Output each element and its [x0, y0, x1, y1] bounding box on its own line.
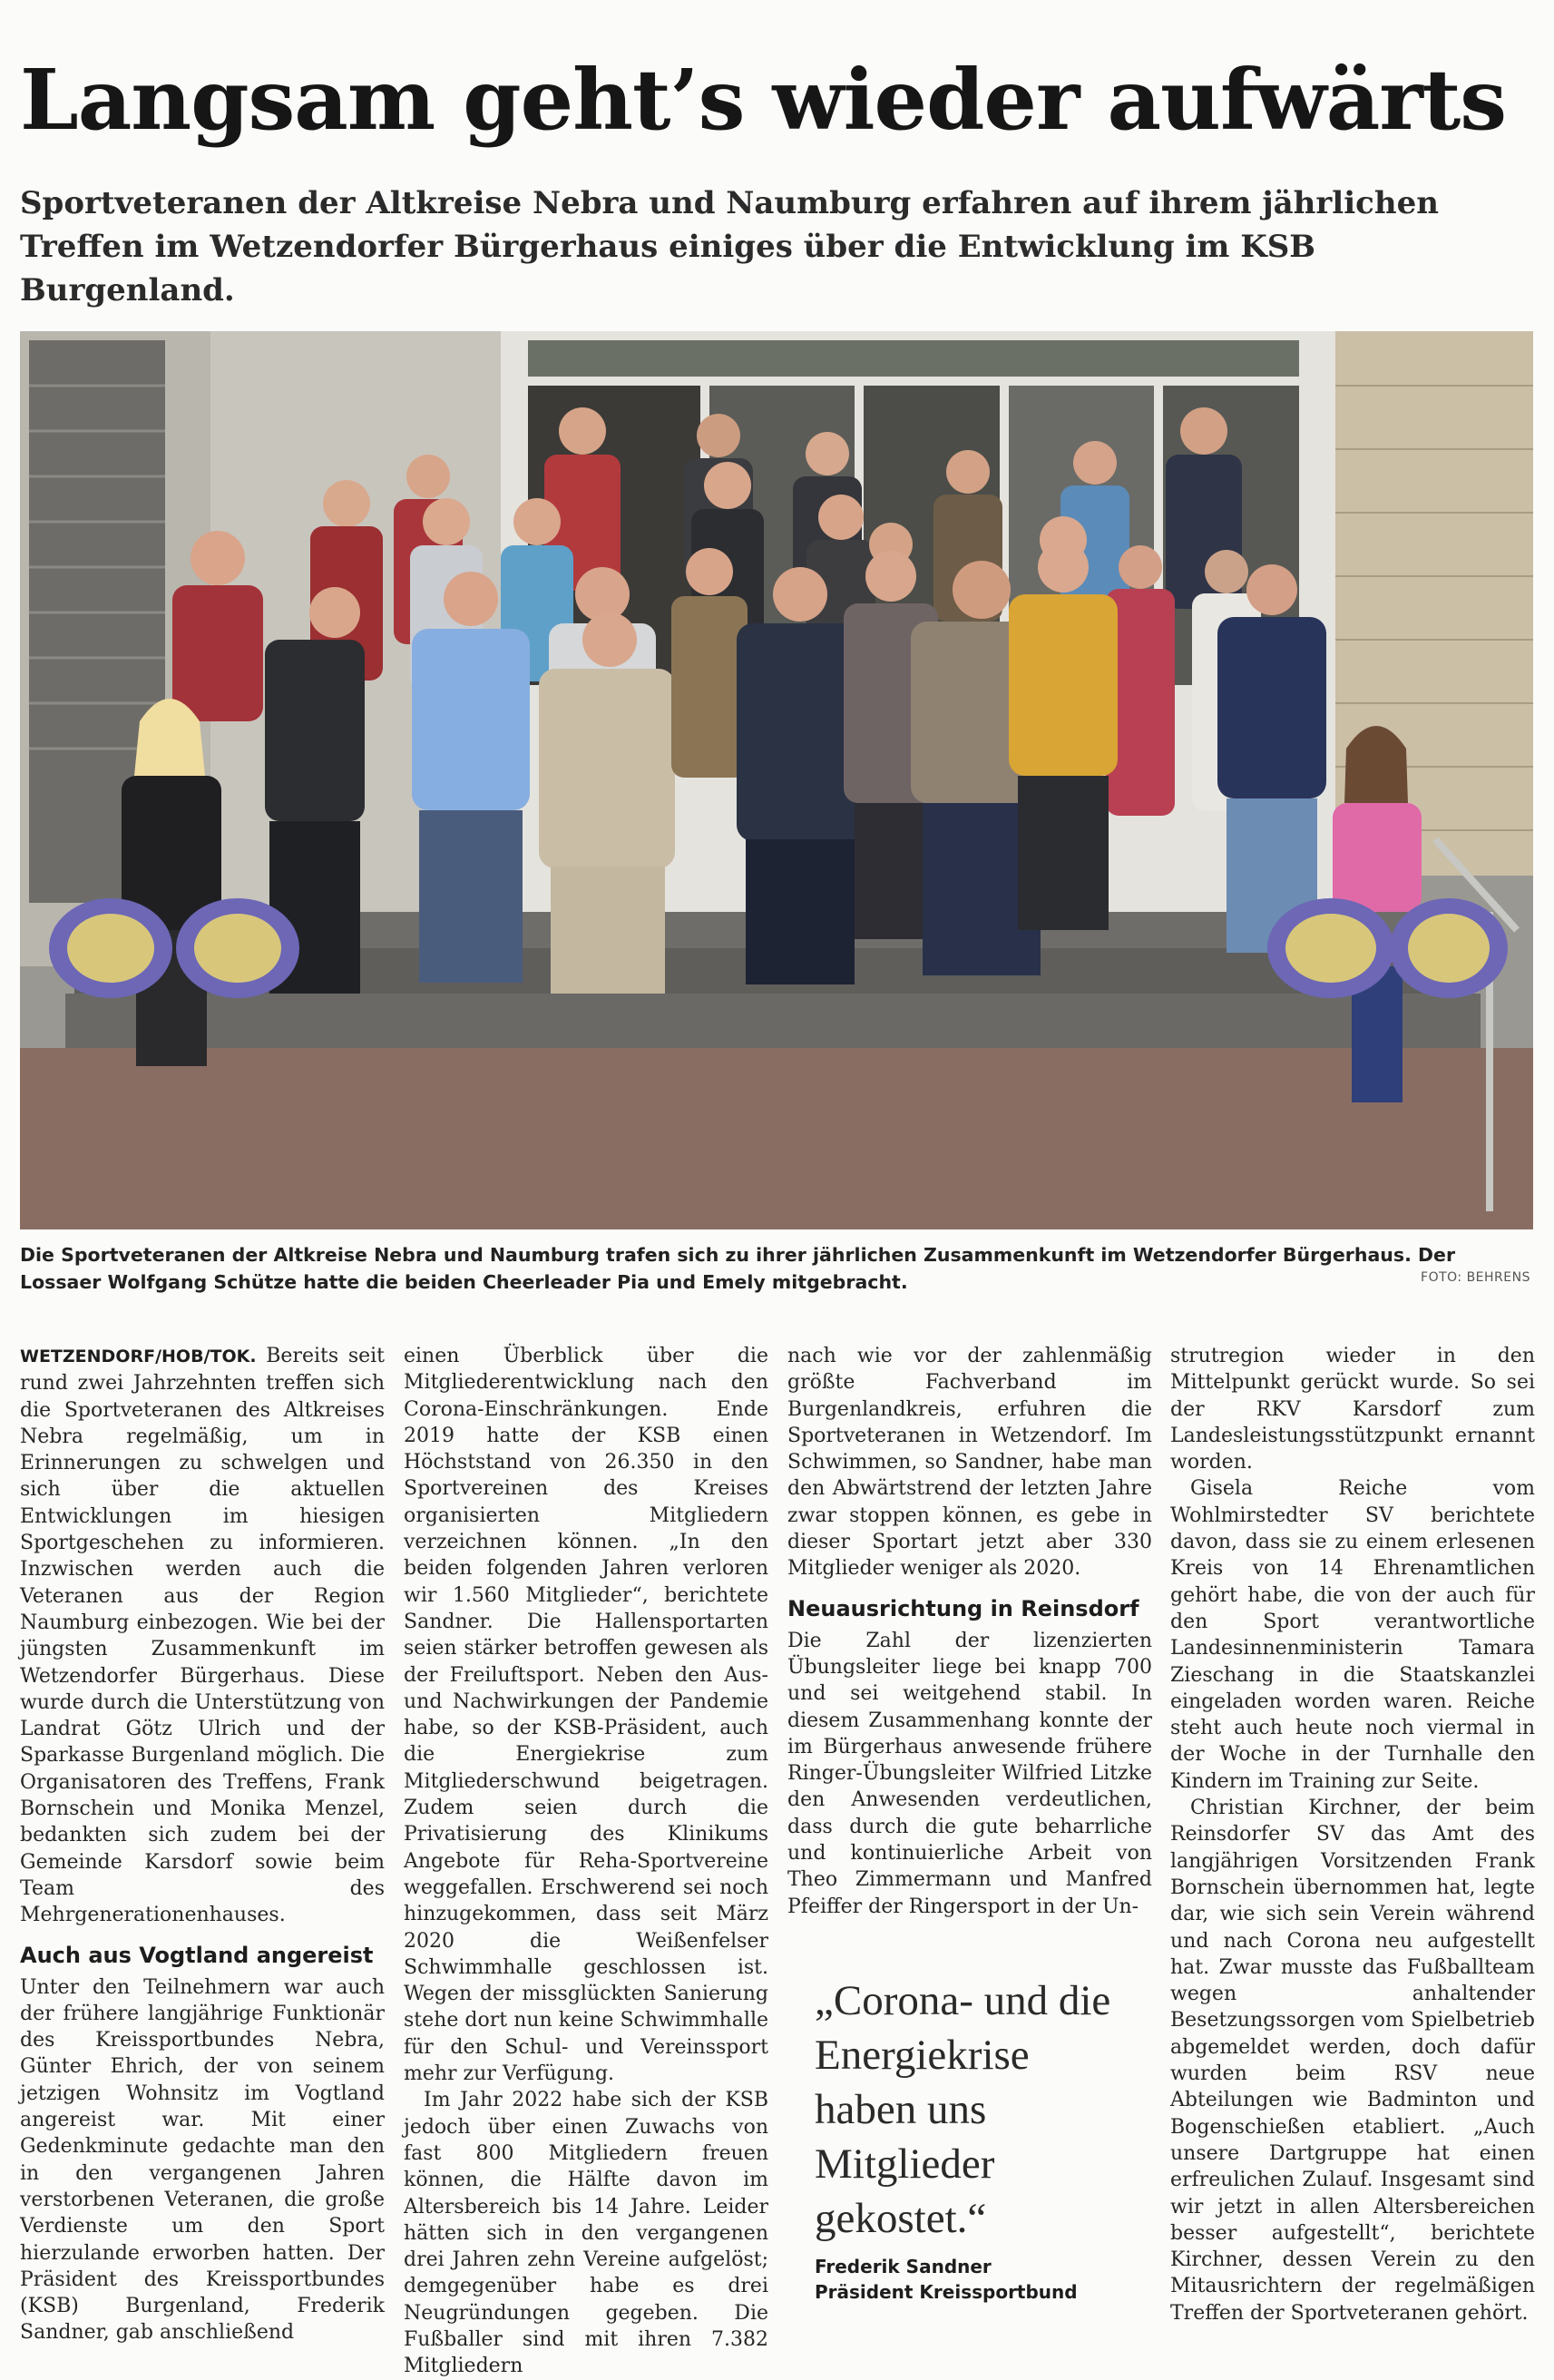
pull-quote: „Corona- und die Energiekrise haben uns Mitglieder gekostet.“ — [815, 1977, 1111, 2242]
photo-credit: FOTO: BEHRENS — [1421, 1270, 1530, 1285]
dateline: WETZENDORF/HOB/TOK. — [20, 1347, 257, 1366]
paragraph: Unter den Teilnehmern war auch der frühere langjährige Funktionär des Kreissportbundes Nebra, Günter Ehrich, der von seinem jetzigen Wohnsitz im Vogtland angereist war. Mit einer Gedenkminute gedachte man den in den vergangenen Jahren verstorbenen Veteranen, die große Verdienste um den Sport hierzulande erworben hatten. Der Präsident des Kreissportbundes (KSB) Burgenland, Frederik Sandner, gab anschließend — [20, 1975, 385, 2345]
paragraph: strutregion wieder in den Mittelpunkt gerückt wurde. So sei der RKV Karsdorf zum Landesleistungsstützpunkt ernannt worden. — [1170, 1345, 1535, 1474]
subheading-vogtland: Auch aus Vogtland angereist — [20, 1942, 374, 1968]
paragraph: Christian Kirchner, der beim Reinsdorfer SV das Amt des langjährigen Vorsitzenden Frank Bornschein übernommen hat, legte dar, wie sich sein Verein während und nach Corona neu aufgestellt hat. Zwar musste das Fußballteam wegen anhaltender Besetzungssorgen vom Spielbetrieb abgemeldet werden, doch dafür wurden beim RSV neue Abteilungen wie Badminton und Bogenschießen etabliert. „Auch unsere Dartgruppe hat einen erfreulichen Zulauf. Insgesamt sind wir jetzt in allen Altersbereichen besser aufgestellt“, berichtete Kirchner, dessen Verein zu den Mitausrichtern der regelmäßigen Treffen der Sportveteranen gehört. — [1170, 1797, 1535, 2325]
paragraph: Im Jahr 2022 habe sich der KSB jedoch über einen Zuwachs von fast 800 Mitgliedern freuen können, die Hälfte davon im Altersbereich bis 14 Jahre. Leider hätten sich in den vergangenen drei Jahren zehn Vereine aufgelöst; demgegenüber habe es drei Neugründungen gegeben. Die Fußballer sind mit ihren 7.382 Mitgliedern — [404, 2089, 768, 2378]
paragraph: Die Zahl der lizenzierten Übungsleiter liege bei knapp 700 und sei weitgehend stabil. In diesem Zusammenhang konnte der im Bürgerhaus anwesende frühere Ringer-Übungsleiter Wilfried Litzke den Anwesenden verdeutlichen, dass durch die gute beharrliche und kontinuierliche Arbeit von Theo Zimmermann und Manfred Pfeiffer der Ringersport in der Un- — [787, 1629, 1152, 1918]
group-photo — [20, 331, 1533, 1229]
paragraph — [20, 1343, 385, 1929]
paragraph-text: Bereits seit rund zwei Jahrzehnten treffen sich die Sportveteranen des Altkreises Nebra regelmäßig, um in Erinnerungen zu schwelgen und sich über die aktuellen Entwicklungen im hiesigen Sportgeschehen zu informieren. Inzwischen werden auch die Veteranen aus der Region Naumburg einbezogen. Wie bei der jüngsten Zusammenkunft im Wetzendorfer Bürgerhaus. Diese wurde durch die Unterstützung von Landrat Götz Ulrich und der Sparkasse Burgenland möglich. Die Organisatoren des Treffens, Frank Bornschein und Monika Menzel, bedankten sich zudem bei der Gemeinde Karsdorf sowie beim Team des Mehrgenerationenhauses. — [20, 1345, 385, 1927]
subheading-reinsdorf: Neuausrichtung in Reinsdorf — [787, 1595, 1139, 1621]
paragraph: nach wie vor der zahlenmäßig größte Fachverband im Burgenlandkreis, erfuhren die Sportveteranen in Wetzendorf. Im Schwimmen, so Sandner, habe man den Abwärtstrend der letzten Jahre zwar stoppen können, es gebe in dieser Sportart jetzt aber 330 Mitglieder weniger als 2020. — [787, 1345, 1152, 1581]
article-column-1 — [20, 1343, 385, 2345]
subheadline: Sportveteranen der Altkreise Nebra und Naumburg erfahren auf ihrem jährlichen Treffen im Wetzendorfer Bürgerhaus einiges über die Entwicklung im KSB Burgenland. — [20, 185, 1439, 309]
quote-author-name: Frederik Sandner — [815, 2256, 992, 2277]
article-column-2 — [404, 1343, 768, 2378]
pull-quote-author — [815, 2254, 1141, 2305]
paragraph: einen Überblick über die Mitgliederentwicklung nach den Corona-Einschränkungen. Ende 2019 hatte der KSB einen Höchststand von 26.350 in den Sportvereinen des Kreises organisierten Mitgliedern verzeichnen können. „In den beiden folgenden Jahren verloren wir 1.560 Mitglieder“, berichtete Sandner. Die Hallensportarten seien stärker betroffen gewesen als der Freiluftsport. Neben den Aus- und Nachwirkungen der Pandemie habe, so der KSB-Präsident, auch die Energiekrise zum Mitgliederschwund beigetragen. Zudem seien durch die Privatisierung des Klinikums Angebote für Reha-Sportvereine weggefallen. Erschwerend sei noch hinzugekommen, dass seit März 2020 die Weißenfelser Schwimmhalle geschlossen ist. Wegen der missglückten Sanierung stehe dort nun keine Schwimmhalle für den Schul- und Vereinssport mehr zur Verfügung. — [404, 1345, 768, 2086]
photo-caption: Die Sportveteranen der Altkreise Nebra und Naumburg trafen sich zu ihrer jährlichen Zusammenkunft im Wetzendorfer Bürgerhaus. Der Lossaer Wolfgang Schütze hatte die beiden Cheerleader Pia und Emely mitgebracht. — [20, 1244, 1456, 1293]
quote-author-role: Präsident Kreissportbund — [815, 2281, 1078, 2303]
article-column-4 — [1170, 1343, 1535, 2325]
paragraph: Gisela Reiche vom Wohlmirstedter SV berichtete davon, dass sie zu einem erlesenen Kreis von 14 Ehrenamtlichen gehört habe, die von der auch für den Sport verantwortliche Landesinnenministerin Tamara Zieschang in die Staatskanzlei eingeladen worden waren. Reiche steht auch heute noch viermal in der Woche in der Turnhalle den Kindern im Training zur Seite. — [1170, 1477, 1535, 1793]
headline: Langsam geht’s wieder aufwärts — [20, 51, 1507, 149]
